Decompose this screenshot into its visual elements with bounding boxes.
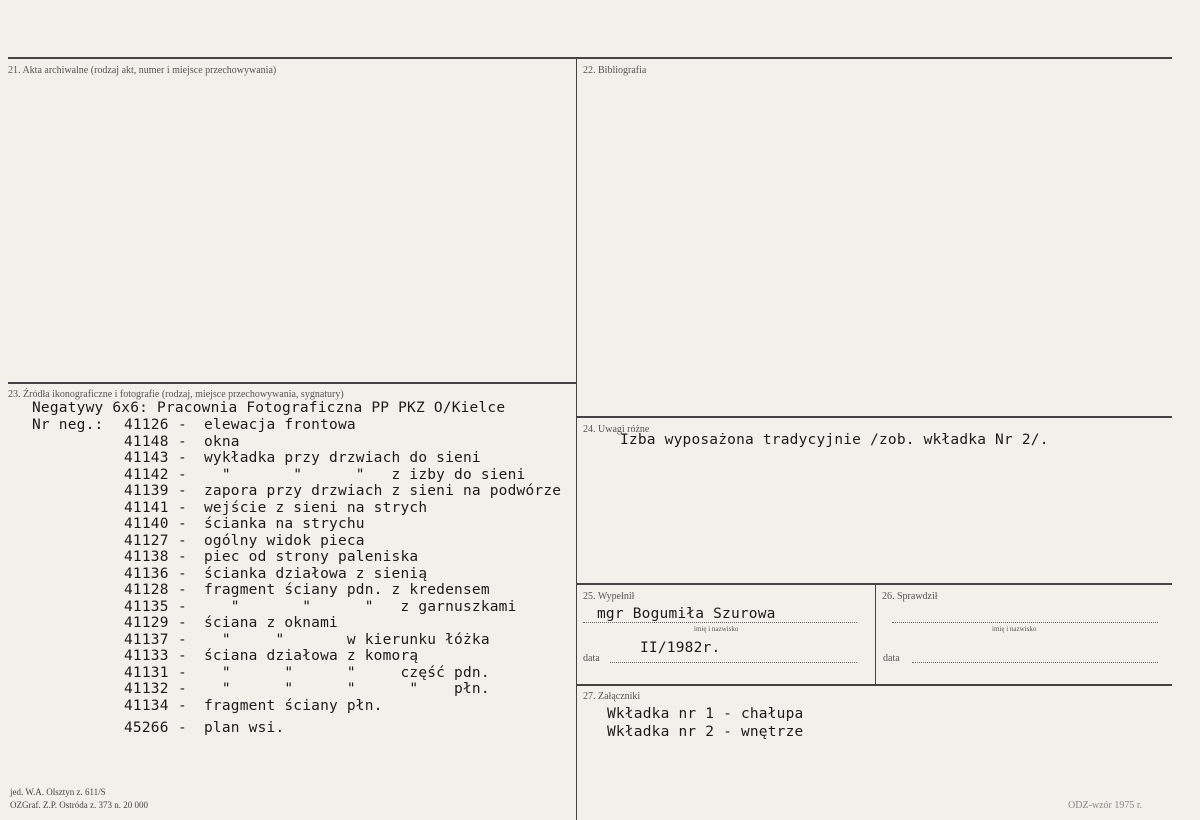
negative-dash: -	[178, 598, 187, 615]
negative-dash: -	[178, 648, 187, 664]
negative-number: 41139	[124, 483, 169, 499]
checked-by-date-label: data	[883, 653, 900, 664]
negative-number: 41133	[124, 648, 169, 664]
filled-by-name-line	[583, 622, 857, 623]
filled-by-date: II/1982r.	[640, 640, 721, 656]
negative-number: 41143	[124, 450, 169, 466]
negative-number: 41128	[124, 582, 169, 598]
negative-dash: -	[178, 664, 187, 681]
negative-description: elewacja frontowa	[204, 417, 356, 433]
negative-number: 45266	[124, 720, 169, 736]
negative-description: fragment ściany pdn. z kredensem	[204, 582, 490, 598]
negative-description: ściana z oknami	[204, 615, 338, 631]
negative-number: 41135	[124, 598, 169, 615]
negative-description: " " " " płn.	[204, 681, 490, 697]
negative-number: 41148	[124, 433, 169, 450]
divider-25-26	[875, 584, 876, 684]
negative-dash: -	[178, 450, 187, 466]
negative-number: 41129	[124, 615, 169, 631]
negative-description: ścianka na strychu	[204, 516, 365, 532]
negative-dash: -	[178, 516, 187, 532]
filled-by-name: mgr Bogumiła Szurowa	[597, 606, 776, 622]
negative-description: fragment ściany płn.	[204, 697, 383, 714]
negative-number: 41140	[124, 516, 169, 532]
negative-number: 41132	[124, 681, 169, 697]
negative-dash: -	[178, 499, 187, 516]
attachment-item: Wkładka nr 2 - wnętrze	[607, 724, 804, 740]
section-22-label: 22. Bibliografia	[583, 65, 647, 76]
negative-description: ogólny widok pieca	[204, 532, 365, 549]
negative-dash: -	[178, 433, 187, 450]
negative-number: 41137	[124, 631, 169, 648]
negative-description: okna	[204, 433, 240, 450]
form-template-note: ODZ-wzór 1975 r.	[1068, 800, 1143, 811]
negative-dash: -	[178, 565, 187, 582]
negatives-nr-label: Nr neg.:	[32, 417, 104, 433]
checked-by-name-line	[892, 622, 1158, 623]
filled-by-date-label: data	[583, 653, 600, 664]
negative-description: ścianka działowa z sienią	[204, 565, 428, 582]
divider-22-24	[577, 416, 1172, 418]
attachment-item: Wkładka nr 1 - chałupa	[607, 706, 804, 722]
negative-description: zapora przy drzwiach z sieni na podwórze	[204, 483, 562, 499]
section-24-label: 24. Uwagi różne	[583, 424, 650, 435]
printer-note-line1: jed. W.A. Olsztyn z. 611/S	[10, 787, 106, 797]
negative-description: piec od strony paleniska	[204, 549, 419, 565]
negative-dash: -	[178, 532, 187, 549]
negatives-source-line: Negatywy 6x6: Pracownia Fotograficzna PP PKZ O/Kielce	[32, 400, 506, 416]
section-21-label: 21. Akta archiwalne (rodzaj akt, numer i miejsce przechowywania)	[8, 65, 277, 76]
divider-21-23	[8, 382, 576, 384]
checked-by-date-line	[912, 662, 1158, 663]
negative-dash: -	[178, 417, 187, 433]
negative-dash: -	[178, 615, 187, 631]
divider-25-27	[577, 684, 1172, 686]
negative-number: 41142	[124, 466, 169, 483]
negative-dash: -	[178, 681, 187, 697]
section-27-label: 27. Załączniki	[583, 691, 641, 702]
negative-description: plan wsi.	[204, 720, 285, 736]
negative-number: 41131	[124, 664, 169, 681]
printer-note-line2: OZGraf. Z.P. Ostróda z. 373 n. 20 000	[10, 800, 148, 810]
center-divider	[576, 58, 577, 820]
negative-description: ściana działowa z komorą	[204, 648, 419, 664]
section-23-label: 23. Źródła ikonograficzne i fotografie (rodzaj, miejsce przechowywania, sygnatury)	[8, 389, 344, 400]
negative-dash: -	[178, 582, 187, 598]
negative-description: " " " z garnuszkami	[204, 598, 517, 615]
negative-number: 41138	[124, 549, 169, 565]
negative-description: wykładka przy drzwiach do sieni	[204, 450, 481, 466]
remarks-text: Izba wyposażona tradycyjnie /zob. wkładka Nr 2/.	[620, 432, 1049, 448]
negative-dash: -	[178, 720, 187, 736]
negative-description: wejście z sieni na strych	[204, 499, 428, 516]
filled-by-name-caption: imię i nazwisko	[694, 625, 739, 633]
negative-number: 41141	[124, 499, 169, 516]
negative-description: " " w kierunku łóżka	[204, 631, 490, 648]
checked-by-name-caption: imię i nazwisko	[992, 625, 1037, 633]
negative-number: 41136	[124, 565, 169, 582]
negative-dash: -	[178, 483, 187, 499]
negative-number: 41134	[124, 697, 169, 714]
negative-dash: -	[178, 466, 187, 483]
filled-by-date-line	[610, 662, 857, 663]
negative-dash: -	[178, 631, 187, 648]
section-25-label: 25. Wypełnił	[583, 591, 635, 602]
section-26-label: 26. Sprawdził	[882, 591, 938, 602]
negative-number: 41126	[124, 417, 169, 433]
negative-number: 41127	[124, 532, 169, 549]
top-rule	[8, 57, 1172, 59]
negative-description: " " " część pdn.	[204, 664, 490, 681]
negative-description: " " " z izby do sieni	[204, 466, 526, 483]
negative-dash: -	[178, 697, 187, 714]
negative-dash: -	[178, 549, 187, 565]
